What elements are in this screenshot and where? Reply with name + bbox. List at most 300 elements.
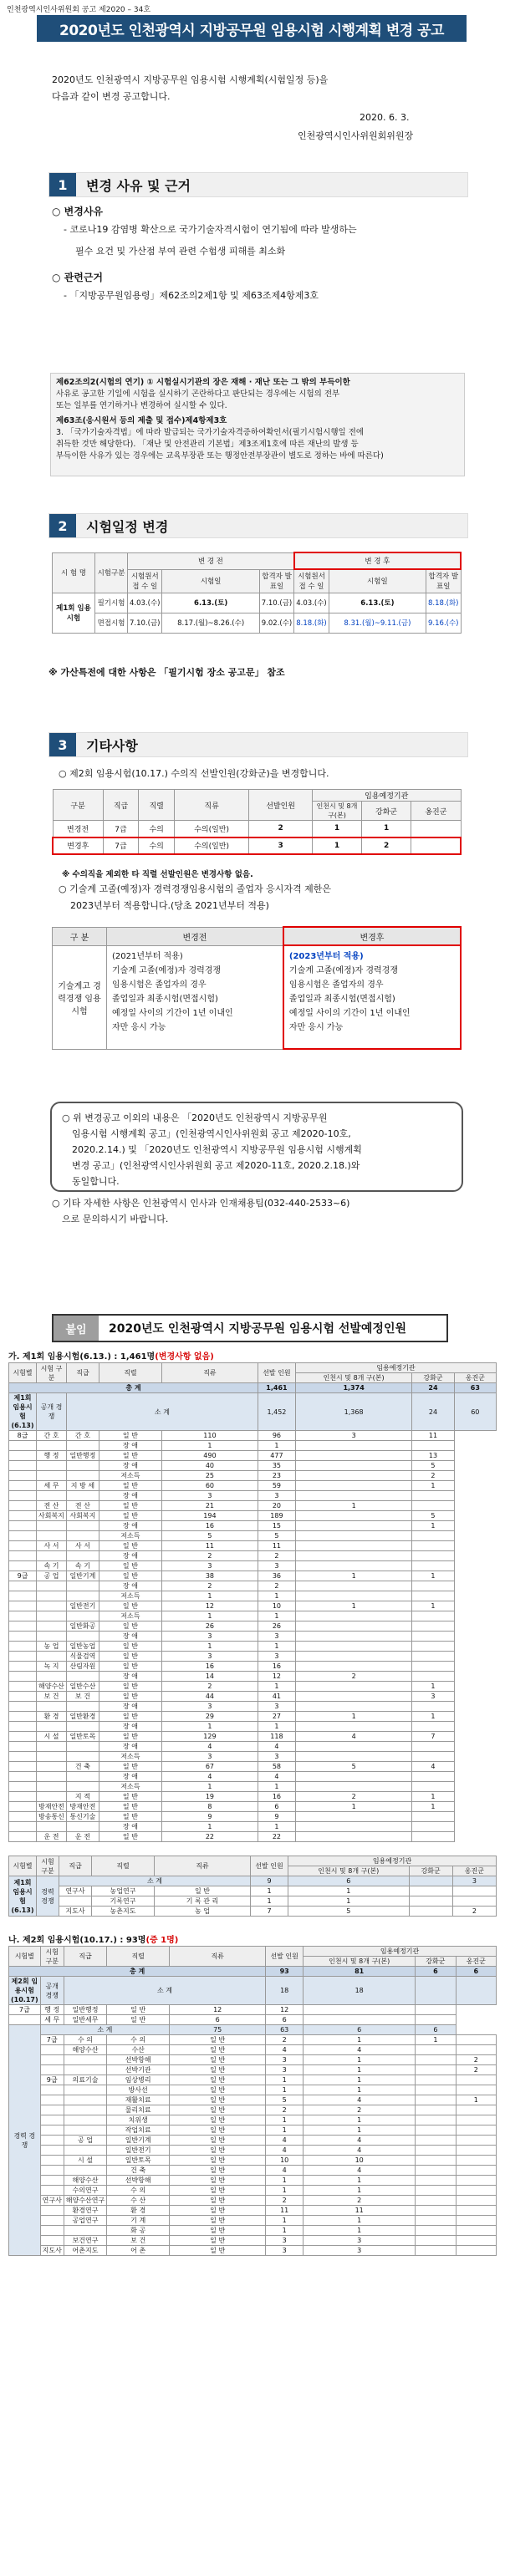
cell [452, 1896, 496, 1907]
table-cell: 44 [161, 1692, 258, 1702]
table-cell: 1 [295, 1571, 411, 1581]
table-cell: 3 [161, 1702, 258, 1712]
exam1-open-table [8, 1362, 497, 1842]
th-apply-date: 시험원서 접 수 일 [294, 569, 329, 593]
exam1-career-kind: 경력 경쟁 [37, 1876, 59, 1917]
before-line: 졸업일과 최종시험(면접시험) [112, 994, 218, 1004]
table-cell: 3 [295, 1431, 411, 1441]
table-cell: 시 설 [64, 2156, 106, 2166]
table-cell: 3 [266, 2055, 304, 2065]
table-cell [456, 2226, 496, 2236]
cell: 81 [304, 1967, 416, 1977]
table-row [9, 1732, 497, 1742]
cell [59, 1896, 92, 1907]
table-cell: 산림자원 [66, 1662, 99, 1672]
table-cell: 1 [412, 1792, 454, 1802]
table-cell: 6 [258, 1802, 295, 1812]
cell: 일 반 [155, 1886, 251, 1896]
table-row [9, 1762, 497, 1772]
th-group: 구분 [53, 790, 103, 821]
table-cell: 사 서 [66, 1541, 99, 1551]
table-row [9, 1521, 497, 1531]
th-ongjin: 옹진군 [456, 1957, 496, 1967]
table-row [9, 1652, 497, 1662]
table-cell: 1 [412, 1682, 454, 1692]
th-exam: 시험별 [9, 1856, 37, 1876]
cell: 6 [416, 1967, 456, 1977]
table-cell: 5 [161, 1531, 258, 1541]
table-cell [295, 1682, 411, 1692]
table-cell: 일반세무 [64, 2015, 106, 2025]
cell: 5 [288, 1907, 410, 1917]
table-cell [412, 1591, 454, 1601]
cell: 1 [288, 1886, 410, 1896]
table-cell [456, 2075, 496, 2085]
table-cell [37, 1652, 67, 1662]
table-cell: 일 반 [99, 1662, 161, 1672]
table-cell [66, 1611, 99, 1621]
table-cell: 1 [161, 1722, 258, 1732]
cell [456, 1977, 496, 2005]
table-cell: 속 기 [66, 1561, 99, 1571]
table-cell [9, 1551, 37, 1561]
table-cell [412, 1822, 454, 1832]
exam2-label: 제2회 임용시험 (10.17) [9, 1977, 41, 2005]
table-cell [37, 1521, 67, 1531]
table-row [9, 1772, 497, 1782]
cell: 63 [454, 1383, 496, 1393]
table-cell [66, 1672, 99, 1682]
table-cell: 환 경 [107, 2206, 170, 2216]
table-cell [412, 1611, 454, 1621]
table-cell: 건 축 [66, 1762, 99, 1772]
table-cell [295, 1662, 411, 1672]
table-cell: 장 애 [99, 1521, 161, 1531]
table-cell: 3 [161, 1632, 258, 1642]
table-cell [40, 2085, 64, 2095]
table-cell: 9 [258, 1812, 295, 1822]
table-cell [37, 1782, 67, 1792]
total-label: 총 계 [9, 1967, 266, 1977]
table-cell: 연구사 [40, 2196, 64, 2206]
th-ganghwa: 강화군 [361, 802, 411, 821]
table-cell: 일 반 [99, 1621, 161, 1632]
table-cell [40, 2115, 64, 2125]
table-cell [66, 1822, 99, 1832]
cell: 수의 [139, 821, 175, 837]
table-cell [295, 1782, 411, 1792]
table-row [9, 2045, 497, 2055]
table-cell [416, 2196, 456, 2206]
note-article-63: 제63조(응시원서 등의 제출 및 접수)제4항제3호 [56, 416, 227, 425]
techhs-line-1: ○ 기술계 고졸(예정)자 경력경쟁임용시험의 졸업자 응시자격 제한은 [59, 883, 332, 894]
info-line: ○ 위 변경공고 이외의 내용은 「2020년도 인천광역시 지방공무원 [62, 1112, 328, 1123]
table-cell: 수 의 [64, 2035, 106, 2045]
table-cell: 1 [304, 2226, 416, 2236]
th-ongjin: 옹진군 [454, 1373, 496, 1383]
cell: 7급 [103, 821, 139, 837]
table-cell: 보 건 [37, 1692, 67, 1702]
table-cell: 2 [266, 2105, 304, 2115]
notice-date: 2020. 6. 3. [360, 112, 410, 123]
table-cell [40, 2146, 64, 2156]
table-cell: 4 [304, 2136, 416, 2146]
table-cell: 4 [304, 2095, 416, 2105]
table-cell [66, 1441, 99, 1451]
table-cell [416, 2156, 456, 2166]
table-cell [37, 1611, 67, 1621]
table-cell [416, 2045, 456, 2055]
info-line: 2020.2.14.) 및 「2020년도 인천광역시 지방공무원 임용시험 시행계획 [72, 1144, 362, 1155]
table-cell: 9급 [40, 2075, 64, 2085]
table-row [9, 1642, 497, 1652]
table-cell [295, 1621, 411, 1632]
table-cell: 4 [266, 2166, 304, 2176]
table-cell: 일반기계 [107, 2136, 170, 2146]
table-cell: 1 [304, 2176, 416, 2186]
table-cell: 일 반 [170, 2196, 266, 2206]
table-row [9, 1792, 497, 1802]
table-cell [37, 1722, 67, 1732]
table-cell [37, 1762, 67, 1772]
table-cell [416, 2246, 456, 2256]
table-cell: 선박항해 [107, 2176, 170, 2186]
table-cell [412, 1531, 454, 1541]
table-cell [9, 1792, 37, 1802]
table-cell [40, 2186, 64, 2196]
th-exam-date: 시험일 [329, 569, 426, 593]
table-cell [9, 1752, 37, 1762]
table-cell: 장 애 [99, 1581, 161, 1591]
cell: 3 [452, 1876, 496, 1886]
table-cell [9, 1531, 37, 1541]
note-line: 사유로 공고한 기일에 시험을 실시하기 곤란하다고 판단되는 경우에는 시험의 전부 [56, 389, 340, 399]
table-cell [37, 1531, 67, 1541]
vet-table [52, 789, 462, 855]
table-cell: 일 반 [170, 2105, 266, 2115]
table-cell: 3 [161, 1752, 258, 1762]
table-cell: 12 [161, 1601, 258, 1611]
th-agency: 임용예정기관 [312, 790, 461, 802]
table-cell: 3 [161, 1561, 258, 1571]
table-cell [64, 2105, 106, 2115]
table-row [9, 2115, 497, 2125]
table-cell [37, 1461, 67, 1471]
table-cell [9, 1461, 37, 1471]
table-cell: 3 [266, 2246, 304, 2256]
cell: 7.10.(금) [128, 613, 162, 633]
table-cell [456, 2236, 496, 2246]
contact-info [52, 1195, 465, 1227]
table-cell: 해양수산연구 [64, 2196, 106, 2206]
exam1-kind: 공개 경쟁 [37, 1393, 67, 1431]
table-cell: 22 [161, 1832, 258, 1842]
th-exam-name: 시 험 명 [53, 552, 95, 593]
table-cell [9, 1621, 37, 1632]
exam2-heading-text: 나. 제2회 임용시험(10.17.) : 93명 [8, 1936, 146, 1945]
table-row [9, 2226, 497, 2236]
techhs-compare-table [52, 926, 462, 1050]
table-row [9, 1672, 497, 1682]
table-cell [456, 2125, 496, 2136]
subtotal-row [9, 2025, 497, 2035]
table-row [9, 1611, 497, 1621]
kind-cell: 면접시험 [95, 613, 128, 633]
cell: 기 록 관 리 [155, 1896, 251, 1907]
table-cell: 일반환경 [66, 1712, 99, 1722]
table-cell [416, 2216, 456, 2226]
th-exam-date: 시험일 [162, 569, 259, 593]
table-cell [9, 1491, 37, 1501]
table-cell: 1 [258, 1611, 295, 1621]
table-cell: 일 반 [170, 2136, 266, 2146]
th-apply-date: 시험원서 접 수 일 [128, 569, 162, 593]
table-row [9, 1662, 497, 1672]
table-cell: 1 [412, 1571, 454, 1581]
table-cell: 11 [161, 1541, 258, 1551]
table-cell [9, 1762, 37, 1772]
table-cell: 일 반 [170, 2065, 266, 2075]
info-line: ○ 기타 자세한 사항은 인천광역시 인사과 인재채용팀(032-440-2533~6) [52, 1198, 350, 1209]
table-cell: 세 무 [40, 2015, 64, 2025]
table-cell: 3 [258, 1561, 295, 1571]
table-row [9, 2146, 497, 2156]
th-ongjin: 옹진군 [452, 1866, 496, 1876]
table-cell: 1 [266, 2186, 304, 2196]
table-cell [66, 1551, 99, 1561]
table-cell [416, 2166, 456, 2176]
cell: 1,452 [258, 1393, 295, 1431]
table-cell [66, 1531, 99, 1541]
th-series: 직렬 [107, 1947, 170, 1967]
table-cell [295, 1561, 411, 1571]
cell: 농 업 [155, 1907, 251, 1917]
table-cell [37, 1601, 67, 1611]
table-cell [66, 1722, 99, 1732]
table-cell: 행 정 [40, 2005, 64, 2015]
table-cell: 일 반 [107, 2005, 170, 2015]
cell: 수의(일반) [175, 837, 249, 854]
cell: 농촌지도 [92, 1907, 155, 1917]
table-row [9, 1551, 497, 1561]
table-cell [416, 2146, 456, 2156]
table-cell: 118 [258, 1732, 295, 1742]
table-cell: 일 반 [99, 1712, 161, 1722]
th-grade: 직급 [59, 1856, 92, 1876]
table-cell [295, 1481, 411, 1491]
exam2-heading [8, 1932, 178, 1945]
table-cell: 36 [258, 1571, 295, 1581]
table-cell: 재활치료 [107, 2095, 170, 2105]
table-cell [66, 1632, 99, 1642]
exam2-table [8, 1946, 497, 2256]
cell: 4.03.(수) [128, 593, 162, 613]
table-cell: 지도사 [40, 2246, 64, 2256]
table-row [9, 2136, 497, 2146]
table-cell: 3 [266, 2236, 304, 2246]
table-cell: 6 [170, 2015, 266, 2025]
section-1-title: 변경 사유 및 근거 [86, 177, 191, 194]
table-cell [416, 2095, 456, 2105]
exam1-label: 제1회 임용시험 (6.13) [9, 1393, 37, 1431]
th-ganghwa: 강화군 [416, 1957, 456, 1967]
table-cell: 16 [258, 1662, 295, 1672]
table-cell [304, 2015, 416, 2025]
table-cell: 4 [266, 2045, 304, 2055]
table-cell: 수의연구 [64, 2186, 106, 2196]
table-cell: 2 [258, 1581, 295, 1591]
table-cell: 63 [266, 2025, 304, 2035]
table-cell: 21 [161, 1501, 258, 1511]
table-cell: 어촌지도 [64, 2246, 106, 2256]
table-cell: 4 [295, 1732, 411, 1742]
exam-name-cell: 제1회 임용시험 [53, 593, 95, 633]
table-cell: 1 [304, 2085, 416, 2095]
table-row [9, 2246, 497, 2256]
table-cell [295, 1752, 411, 1762]
table-cell [416, 2105, 456, 2115]
table-cell: 10 [304, 2156, 416, 2166]
table-cell: 일반농업 [66, 1642, 99, 1652]
cell: 8.17.(월)~8.26.(수) [162, 613, 259, 633]
schedule-table [52, 552, 462, 634]
table-cell [295, 1692, 411, 1702]
table-cell: 1 [266, 2176, 304, 2186]
th-grade: 직급 [64, 1947, 106, 1967]
table-cell: 공업연구 [64, 2216, 106, 2226]
table-cell: 수 의 [107, 2186, 170, 2196]
table-cell: 보 건 [66, 1692, 99, 1702]
table-cell: 3 [266, 2065, 304, 2075]
table-cell: 5 [412, 1511, 454, 1521]
table-cell [295, 1541, 411, 1551]
table-cell: 일 반 [170, 2075, 266, 2085]
th-exam: 시험별 [9, 1947, 41, 1967]
before-line: 기술계 고졸(예정)자 경력경쟁 [112, 965, 222, 975]
cell: 1 [312, 837, 361, 854]
table-cell [64, 2065, 106, 2075]
table-cell [64, 2226, 106, 2236]
table-cell: 40 [161, 1461, 258, 1471]
table-cell: 해양수산 [37, 1682, 67, 1692]
table-cell [66, 1471, 99, 1481]
cell: 7.10.(금) [259, 593, 293, 613]
table-row [9, 1742, 497, 1752]
table-cell [9, 1722, 37, 1732]
table-cell [412, 1672, 454, 1682]
table-cell [66, 1581, 99, 1591]
table-cell: 2 [456, 2055, 496, 2065]
table-cell: 1 [412, 1712, 454, 1722]
table-cell: 4 [266, 2146, 304, 2156]
table-cell [9, 1541, 37, 1551]
th-exam: 시험별 [9, 1363, 37, 1383]
table-cell: 일 반 [99, 1501, 161, 1511]
after-head: (2023년부터 적용) [288, 952, 364, 961]
table-cell: 저소득 [99, 1591, 161, 1601]
table-cell: 1 [258, 1642, 295, 1652]
table-cell: 1 [258, 1682, 295, 1692]
table-cell [64, 2146, 106, 2156]
table-cell [64, 2085, 106, 2095]
table-row [9, 1501, 497, 1511]
table-cell: 12 [170, 2005, 266, 2015]
table-cell: 방송통신 [37, 1812, 67, 1822]
table-cell: 1 [456, 2095, 496, 2105]
table-cell: 11 [266, 2206, 304, 2216]
table-cell [416, 2206, 456, 2216]
table-cell [40, 2236, 64, 2246]
cell: 1,374 [295, 1383, 411, 1393]
th-incheon: 인천시 및 8개 구(본) [288, 1866, 410, 1876]
table-cell: 행 정 [37, 1451, 67, 1461]
th-incheon: 인천시 및 8개 구(본) [304, 1957, 416, 1967]
announcement-number: 인천광역시인사위원회 공고 제2020 – 34호 [7, 6, 151, 14]
table-cell [412, 1642, 454, 1652]
reason-line-1: - 코로나19 감염병 확산으로 국가기술자격시험이 연기됨에 따라 발생하는 [64, 224, 357, 235]
table-cell: 14 [161, 1672, 258, 1682]
table-cell: 장 애 [99, 1672, 161, 1682]
table-cell [416, 2085, 456, 2095]
table-row [9, 1461, 497, 1471]
table-cell: 26 [161, 1621, 258, 1632]
section-1-body [52, 204, 462, 304]
table-cell: 1 [266, 2125, 304, 2136]
table-cell: 일 반 [99, 1792, 161, 1802]
table-cell: 지 적 [66, 1792, 99, 1802]
after-line: 임용시험은 졸업자의 경우 [288, 980, 384, 990]
note-line: 또는 일부를 연기하거나 변경하여 실시할 수 있다. [56, 401, 227, 410]
table-cell [412, 1541, 454, 1551]
table-cell: 일 반 [170, 2156, 266, 2166]
table-row [9, 1571, 497, 1581]
table-row [9, 1481, 497, 1491]
table-cell: 보건연구 [64, 2236, 106, 2246]
table-cell: 22 [258, 1832, 295, 1842]
table-cell: 490 [161, 1451, 258, 1461]
table-cell [456, 2216, 496, 2226]
th-kind: 시험 구분 [37, 1363, 67, 1383]
table-cell: 1 [161, 1611, 258, 1621]
table-cell [9, 1682, 37, 1692]
table-cell [9, 1481, 37, 1491]
table-cell: 사회복지 [37, 1511, 67, 1521]
table-cell [295, 1511, 411, 1521]
cell [411, 837, 461, 854]
table-cell [412, 1551, 454, 1561]
table-cell [412, 1441, 454, 1451]
table-cell: 일 반 [107, 2015, 170, 2025]
cell: 지도사 [59, 1907, 92, 1917]
table-cell: 1 [416, 2035, 456, 2045]
section-2-number: 2 [49, 514, 76, 537]
table-row [9, 1441, 497, 1451]
cell: 1 [312, 821, 361, 837]
table-cell: 일 반 [170, 2045, 266, 2055]
cell: 60 [454, 1393, 496, 1431]
table-cell: 2 [161, 1551, 258, 1561]
table-cell: 5 [295, 1762, 411, 1772]
table-cell [295, 1832, 411, 1842]
table-cell [412, 1501, 454, 1511]
table-cell: 12 [266, 2005, 304, 2015]
table-cell: 어 촌 [107, 2246, 170, 2256]
after-cell [283, 945, 461, 1049]
info-line: 변경 공고」(인천광역시인사위원회 공고 제2020-11호, 2020.2.18.)와 [72, 1160, 360, 1171]
cell-changed: 9.16.(수) [426, 613, 461, 633]
table-cell: 1 [161, 1591, 258, 1601]
table-cell: 기 계 [107, 2216, 170, 2226]
